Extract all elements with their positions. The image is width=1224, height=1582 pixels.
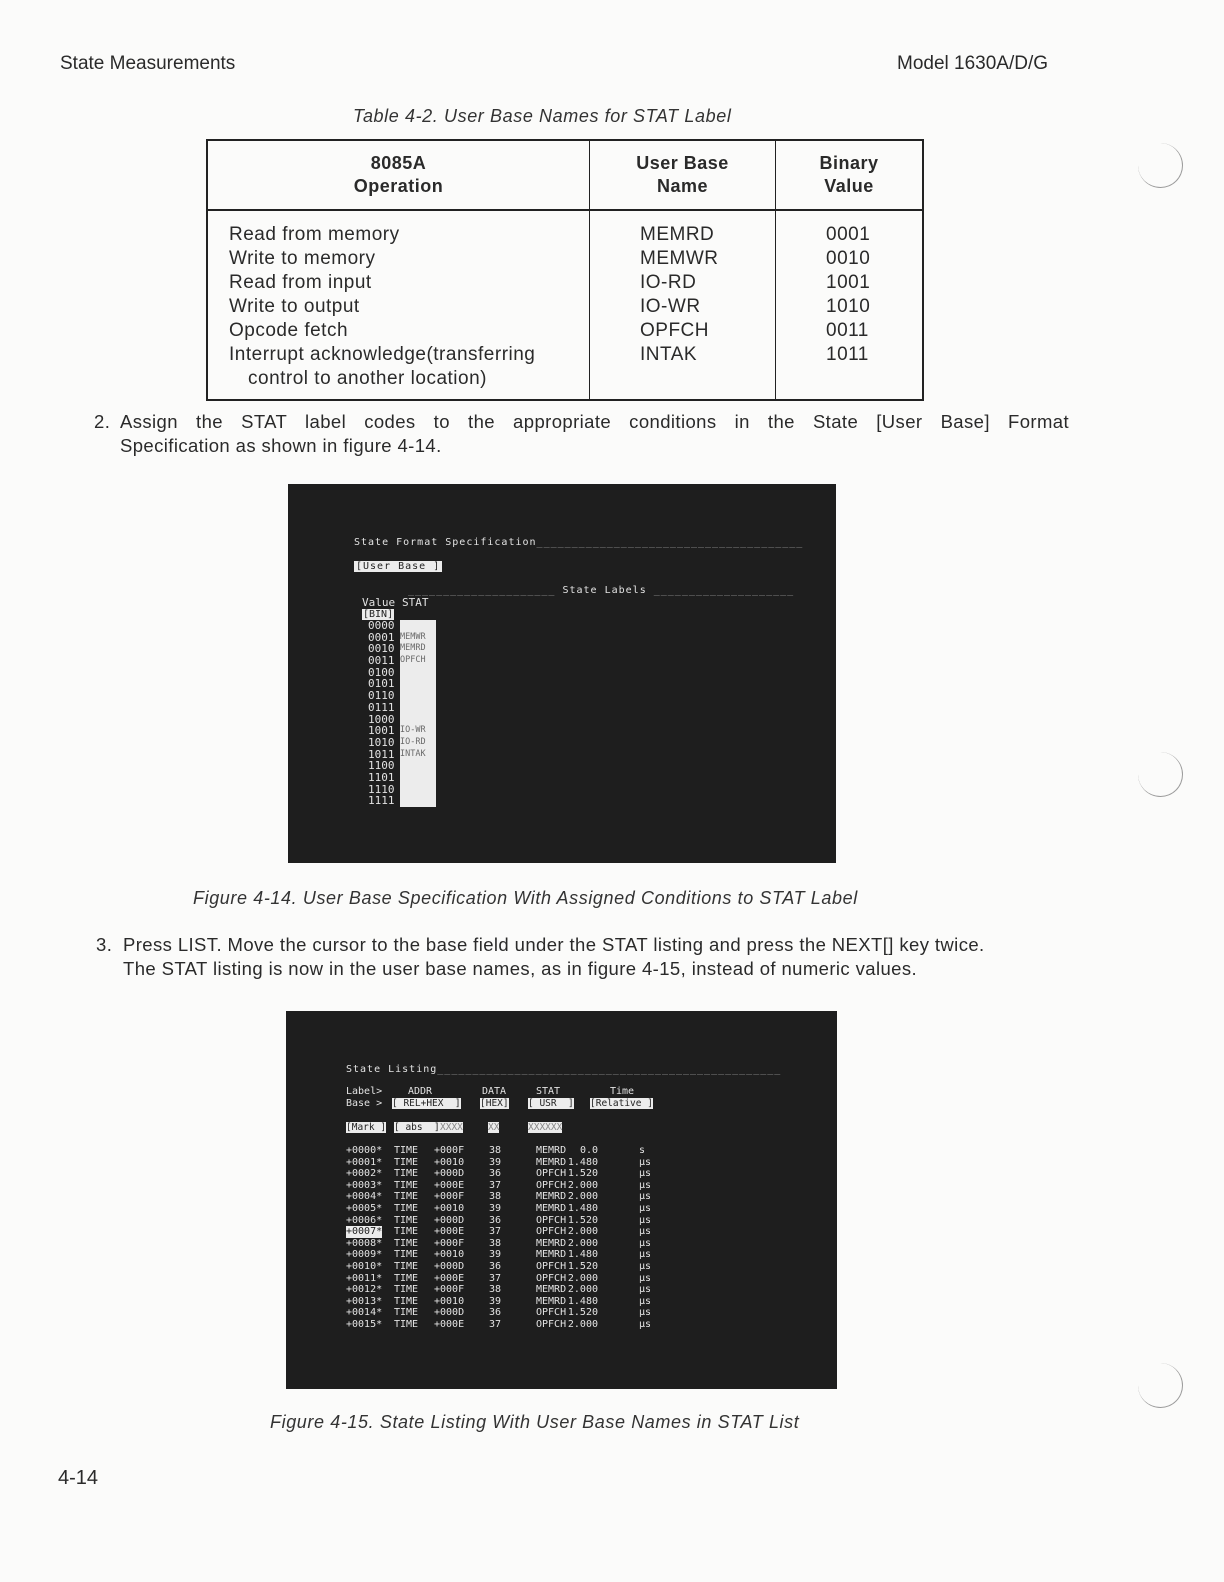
stat-name-cell[interactable]: [400, 714, 436, 726]
listing-cell-s: TIME: [394, 1202, 419, 1214]
stat-name-cell[interactable]: [400, 667, 436, 679]
listing-cell-t: 1.520: [567, 1168, 598, 1180]
listing-cell-u: µs: [639, 1214, 652, 1226]
value-row: 0011: [368, 654, 395, 668]
value-column-header: Value: [362, 596, 396, 609]
listing-cell-line: +0015*: [346, 1318, 383, 1330]
listing-cell-line: +0008*: [346, 1237, 383, 1249]
listing-cell-d: 36: [489, 1168, 502, 1180]
listing-cell-s: TIME: [394, 1295, 419, 1307]
listing-cell-st: OPFCH: [536, 1307, 567, 1319]
listing-cell-t: 1.480: [567, 1156, 598, 1168]
value-row: 1111: [368, 794, 395, 808]
listing-cell-u: µs: [639, 1272, 652, 1284]
running-header-left: State Measurements: [60, 53, 236, 74]
listing-cell-s: TIME: [394, 1284, 419, 1296]
value-row: 1110: [368, 782, 395, 796]
listing-cell-t: 0.0: [579, 1145, 598, 1156]
listing-cell-line: +0014*: [346, 1307, 383, 1319]
listing-cell-d: 37: [489, 1272, 502, 1284]
listing-cell-a: +000D: [434, 1307, 465, 1319]
format-spec-title: State Format Specification______________________________________: [354, 537, 804, 548]
listing-cell-d: 39: [489, 1202, 502, 1214]
addr-mark-field[interactable]: XXXX: [440, 1122, 463, 1133]
listing-cell-t: 2.000: [567, 1284, 598, 1296]
value-row: 0101: [368, 677, 395, 691]
listing-cell-d: 37: [489, 1318, 502, 1330]
listing-cell-st: MEMRD: [536, 1284, 567, 1296]
table-caption: Table 4-2. User Base Names for STAT Label: [353, 106, 732, 126]
listing-cell-t: 2.000: [567, 1272, 598, 1284]
listing-cell-d: 38: [489, 1191, 502, 1203]
listing-cell-line: +0001*: [346, 1156, 383, 1168]
stat-column-header: STAT: [402, 596, 429, 609]
listing-cell-u: µs: [639, 1191, 652, 1203]
listing-cell-line: +0013*: [346, 1295, 383, 1307]
listing-row: [346, 1238, 766, 1250]
page-number: 4-14: [58, 1467, 99, 1489]
listing-cell-line: +0003*: [346, 1179, 383, 1191]
binder-hole-mark: [1138, 1363, 1183, 1408]
stat-mark-field[interactable]: XXXXXX: [528, 1122, 563, 1133]
value-row: 1011: [368, 747, 395, 761]
stat-name-cell[interactable]: INTAK: [400, 749, 436, 761]
listing-cell-s: TIME: [394, 1260, 419, 1272]
listing-cell-a: +000D: [434, 1260, 465, 1272]
listing-row: [346, 1157, 766, 1169]
listing-cell-st: OPFCH: [536, 1168, 567, 1180]
listing-cell-a: +000E: [434, 1272, 465, 1284]
label-row-caption: Label>: [346, 1086, 383, 1097]
listing-cell-u: µs: [639, 1202, 652, 1214]
binder-hole-mark: [1138, 143, 1183, 188]
listing-row: [346, 1168, 766, 1180]
binary-column: 0001 0010 1001 1010 0011 1011: [776, 210, 924, 400]
figure-4-14-caption: Figure 4-14. User Base Specification With Assigned Conditions to STAT Label: [193, 888, 858, 908]
listing-cell-st: OPFCH: [536, 1260, 567, 1272]
value-rows: [368, 620, 395, 807]
listing-cell-s: TIME: [394, 1168, 419, 1180]
listing-cell-a: +000F: [434, 1284, 465, 1296]
stat-name-cell[interactable]: [400, 678, 436, 690]
listing-cell-line: +0002*: [346, 1168, 383, 1180]
stat-name-cell[interactable]: [400, 760, 436, 772]
bin-field[interactable]: [BIN]: [363, 609, 394, 620]
listing-cell-line: +0004*: [346, 1191, 383, 1203]
listing-cell-st: MEMRD: [536, 1249, 567, 1261]
value-row: 1100: [368, 759, 395, 773]
figure-4-14-screen: [288, 484, 836, 863]
listing-cell-t: 2.000: [567, 1318, 598, 1330]
value-row: 0111: [368, 700, 395, 714]
listing-cell-st: OPFCH: [536, 1318, 567, 1330]
running-header-right: Model 1630A/D/G: [897, 53, 1049, 74]
value-row: 1001: [368, 724, 395, 738]
listing-cell-s: TIME: [394, 1214, 419, 1226]
value-row: 1101: [368, 770, 395, 784]
listing-cell-s: TIME: [394, 1237, 419, 1249]
listing-cell-u: µs: [639, 1295, 652, 1307]
listing-cell-s: TIME: [394, 1249, 419, 1261]
listing-cell-u: µs: [639, 1260, 652, 1272]
listing-cell-a: +0010: [434, 1202, 465, 1214]
listing-cell-line: +0006*: [346, 1214, 383, 1226]
column-header-operation: 8085A Operation: [207, 140, 590, 210]
listing-cell-s: TIME: [394, 1156, 419, 1168]
listing-cell-t: 1.520: [567, 1260, 598, 1272]
names-column: MEMRD MEMWR IO-RD IO-WR OPFCH INTAK: [590, 210, 776, 400]
listing-row: [346, 1191, 766, 1203]
listing-cell-a: +0010: [434, 1156, 465, 1168]
value-row: 0100: [368, 665, 395, 679]
listing-cell-d: 38: [489, 1237, 502, 1249]
listing-row: [346, 1145, 766, 1157]
label-data: DATA: [482, 1086, 507, 1097]
listing-cell-line: +0000*: [346, 1145, 383, 1156]
step-3: 3. Press LIST. Move the cursor to the base field under the STAT listing and press the NEXT[] key twice. The STAT listing is now in the user base names, as in figure 4-15, instead of numeric values.: [96, 934, 985, 979]
listing-cell-d: 38: [489, 1284, 502, 1296]
listing-cell-line: +0011*: [346, 1272, 383, 1284]
listing-cell-s: TIME: [394, 1272, 419, 1284]
listing-row: [346, 1226, 766, 1238]
listing-cell-s: TIME: [394, 1145, 419, 1156]
listing-cell-line: +0010*: [346, 1260, 383, 1272]
label-stat: STAT: [536, 1086, 561, 1097]
listing-cell-line: +0007*: [346, 1226, 383, 1238]
listing-row: [346, 1319, 766, 1331]
user-base-field[interactable]: [User Base ]: [356, 561, 441, 572]
figure-4-15-screen: [286, 1011, 837, 1389]
listing-cell-a: +000F: [434, 1191, 465, 1203]
listing-cell-st: MEMRD: [536, 1145, 567, 1156]
listing-cell-d: 39: [489, 1295, 502, 1307]
value-row: 1010: [368, 735, 395, 749]
listing-cell-t: 2.000: [567, 1179, 598, 1191]
abs-field[interactable]: [ abs ]: [394, 1122, 440, 1133]
listing-cell-st: MEMRD: [536, 1237, 567, 1249]
value-row: 0010: [368, 642, 395, 656]
listing-row: [346, 1249, 766, 1261]
listing-cell-a: +000D: [434, 1168, 465, 1180]
listing-cell-a: +000D: [434, 1214, 465, 1226]
listing-cell-t: 1.480: [567, 1295, 598, 1307]
addr-base-field[interactable]: [ REL+HEX ]: [392, 1098, 461, 1109]
listing-cell-d: 39: [489, 1156, 502, 1168]
listing-cell-line: +0005*: [346, 1202, 383, 1214]
listing-cell-s: TIME: [394, 1179, 419, 1191]
value-row: 0001: [368, 630, 395, 644]
stat-name-cell[interactable]: OPFCH: [400, 655, 436, 667]
user-base-names-table: [206, 139, 924, 401]
listing-cell-st: OPFCH: [536, 1272, 567, 1284]
listing-rows: [346, 1145, 766, 1331]
column-header-binary-value: Binary Value: [776, 140, 924, 210]
listing-cell-t: 2.000: [567, 1191, 598, 1203]
listing-cell-t: 1.520: [567, 1214, 598, 1226]
time-base-field[interactable]: [Relative ]: [590, 1098, 653, 1109]
listing-cell-st: OPFCH: [536, 1226, 567, 1238]
stat-name-cell[interactable]: [400, 702, 436, 714]
stat-name-cell[interactable]: [400, 690, 436, 702]
data-mark-field[interactable]: XX: [488, 1122, 500, 1133]
listing-cell-t: 2.000: [567, 1237, 598, 1249]
stat-name-cell[interactable]: [400, 772, 436, 784]
listing-cell-t: 1.520: [567, 1307, 598, 1319]
listing-cell-d: 38: [489, 1145, 502, 1156]
listing-cell-st: OPFCH: [536, 1179, 567, 1191]
listing-cell-t: 1.480: [567, 1202, 598, 1214]
listing-cell-a: +000F: [434, 1237, 465, 1249]
binder-hole-mark: [1138, 752, 1183, 797]
listing-cell-line: +0012*: [346, 1284, 383, 1296]
label-time: Time: [610, 1086, 635, 1097]
listing-row: [346, 1284, 766, 1296]
listing-cell-s: TIME: [394, 1307, 419, 1319]
listing-row: [346, 1296, 766, 1308]
listing-cell-a: +000E: [434, 1226, 465, 1238]
value-row: 1000: [368, 712, 395, 726]
listing-row: [346, 1203, 766, 1215]
listing-cell-d: 36: [489, 1307, 502, 1319]
listing-cell-t: 1.480: [567, 1249, 598, 1261]
listing-cell-s: TIME: [394, 1318, 419, 1330]
listing-cell-a: +000F: [434, 1145, 465, 1156]
state-listing-title: State Listing_________________________________________________: [346, 1064, 782, 1075]
listing-cell-t: 2.000: [567, 1226, 598, 1238]
value-row: 0110: [368, 689, 395, 703]
listing-cell-a: +000E: [434, 1179, 465, 1191]
data-base-field[interactable]: [HEX]: [480, 1098, 509, 1109]
mark-field[interactable]: [Mark ]: [346, 1122, 387, 1133]
listing-cell-u: µs: [639, 1307, 652, 1319]
listing-cell-u: s: [639, 1145, 646, 1156]
state-labels-header: _____________________ State Labels ____________________: [408, 585, 795, 596]
stat-base-field[interactable]: [ USR ]: [528, 1098, 574, 1109]
listing-cell-a: +000E: [434, 1318, 465, 1330]
listing-cell-d: 39: [489, 1249, 502, 1261]
listing-cell-u: µs: [639, 1156, 652, 1168]
listing-cell-a: +0010: [434, 1295, 465, 1307]
stat-name-cell[interactable]: IO-RD: [400, 737, 436, 749]
listing-cell-s: TIME: [394, 1191, 419, 1203]
listing-row: [346, 1215, 766, 1227]
listing-cell-st: MEMRD: [536, 1191, 567, 1203]
step-2: 2. Assign the STAT label codes to the appropriate conditions in the State [User Base] Format Specification as shown in figure 4-14.: [94, 411, 1069, 456]
listing-row: [346, 1180, 766, 1192]
column-header-user-base-name: User Base Name: [590, 140, 776, 210]
listing-cell-st: MEMRD: [536, 1202, 567, 1214]
listing-cell-st: MEMRD: [536, 1295, 567, 1307]
listing-cell-u: µs: [639, 1168, 652, 1180]
listing-cell-st: MEMRD: [536, 1156, 567, 1168]
listing-cell-u: µs: [639, 1284, 652, 1296]
listing-cell-u: µs: [639, 1249, 652, 1261]
stat-name-cell[interactable]: MEMRD: [400, 643, 436, 655]
listing-cell-u: µs: [639, 1179, 652, 1191]
operations-column: Read from memory Write to memory Read from input Write to output Opcode fetch Interrupt acknowledge(transferring control to another location): [207, 210, 590, 400]
stat-name-cell[interactable]: IO-WR: [400, 725, 436, 737]
base-row-caption: Base >: [346, 1098, 383, 1109]
listing-row: [346, 1273, 766, 1285]
listing-cell-line: +0009*: [346, 1249, 383, 1261]
value-row: 0000: [368, 619, 395, 632]
listing-cell-u: µs: [639, 1226, 652, 1238]
listing-cell-st: OPFCH: [536, 1214, 567, 1226]
stat-name-cell[interactable]: MEMWR: [400, 632, 436, 644]
listing-row: [346, 1307, 766, 1319]
listing-cell-a: +0010: [434, 1249, 465, 1261]
listing-cell-d: 36: [489, 1214, 502, 1226]
listing-cell-s: TIME: [394, 1226, 419, 1238]
listing-cell-d: 36: [489, 1260, 502, 1272]
stat-name-cell[interactable]: [400, 795, 436, 807]
stat-name-cell[interactable]: [400, 620, 436, 632]
listing-row: [346, 1261, 766, 1273]
listing-cell-d: 37: [489, 1179, 502, 1191]
label-addr: ADDR: [408, 1086, 433, 1097]
listing-cell-d: 37: [489, 1226, 502, 1238]
listing-cell-u: µs: [639, 1237, 652, 1249]
stat-name-cell[interactable]: [400, 784, 436, 796]
figure-4-15-caption: Figure 4-15. State Listing With User Base Names in STAT List: [270, 1412, 800, 1432]
stat-name-cells: [400, 620, 436, 807]
listing-cell-u: µs: [639, 1318, 652, 1330]
